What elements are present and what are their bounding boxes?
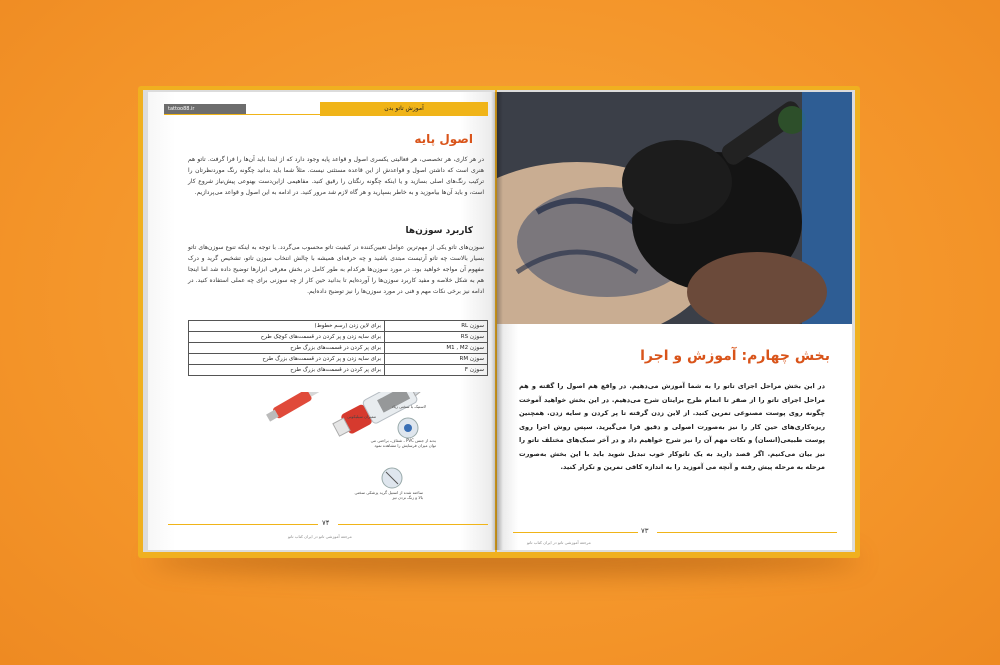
- footer-line-right: [657, 532, 837, 533]
- body-paragraph: در این بخش مراحل اجرای تاتو را به شما آموزش می‌دهیم. در واقع هم اصول را گفته و هم مراحل اجرای تاتو را از صفر تا اتمام طرح برایتان شرح می‌دهیم. در این بخش خواهید آموخت چگونه روی پوست مصنوعی تمرین کنید. از لاین زدن گرفته تا پر کردن و سایه زدن. همچنین ریزه‌کاری‌های حین کار را نیز به‌صورت اصولی و دقیق فرا می‌گیرید. سپس روش اجرا روی پوست طبیعی(انسان) و نکات مهم آن را نیز شرح خواهیم داد و در آخر سبک‌های مختلف تاتو را نیز بیان می‌کنیم. اگر قصد دارید به یک تاتوکار خوب تبدیل شوید باید با این بخش به‌صورت مرحله به مرحله پیش رفته و آنچه می آموزید را به اندازه کافی تمرین و تکرار کنید.: [519, 382, 825, 471]
- header-site: tattoo88.ir: [164, 104, 246, 114]
- header-line: [164, 114, 488, 115]
- right-page: [497, 92, 852, 550]
- table-row: [189, 343, 488, 354]
- table-row: [189, 332, 488, 343]
- table-cell-code: سوزن RL: [385, 321, 488, 332]
- footer-text: مرجعه آموزشی تاتو در ایران کتاب تاتو: [527, 540, 591, 545]
- table-cell-code: سوزن RS: [385, 332, 488, 343]
- book-spine-shadow: [491, 92, 503, 550]
- needles-paragraph: سوزن‌های تاتو یکی از مهم‌ترین عوامل تعیین‌کننده در کیفیت تاتو محسوب می‌گردد. با توجه به اینکه تنوع سوزن‌های تاتو بسیار بالاست چه تاتو آرتیست مبتدی باشید و چه حرفه‌ای همیشه با چالش انتخاب سوزن تاتو، تشخیص گرید و درک مفهوم آن مواجه خواهید بود. در مورد سوزن‌ها هرکدام به طور کامل در بخش معرفی ابزارها توضیح داده شد اما اینجا هم به شکل خلاصه و مفید کاربرد سوزن‌ها را آورده‌ایم تا بدانید حین کار از چه سوزنی برای چه عملی استفاده کنید. در ادامه نیز برخی نکات مهم و فنی در مورد سوزن‌ها را نیز توضیح داده‌ایم.: [188, 244, 484, 295]
- section-title: بخش چهارم: آموزش و اجرا: [640, 348, 830, 364]
- table-cell-use: برای پر کردن در قسمت‌های بزرگ طرح: [189, 343, 385, 354]
- table-cell-code: سوزن F: [385, 365, 488, 376]
- footer-line-right: [338, 524, 488, 525]
- table-cell-use: برای پر کردن در قسمت‌های بزرگ طرح: [189, 365, 385, 376]
- table-cell-code: سوزن RM: [385, 354, 488, 365]
- table-row: [189, 365, 488, 376]
- footer-line-left: [513, 532, 638, 533]
- intro-paragraph: در هر کاری، هر تخصصی، هر فعالیتی یکسری اصول و قواعد پایه وجود دارد که از ابتدا باید آن‌ها را فرا گرفت. تاتو هم هنری است که داشتن اصول و قواعدش از این قاعده مستثنی نیست. مثلاً شما باید بدانید چگونه رنگ موردنظرتان را ترکیب رنگ‌های اصلی بسازید و یا اینکه چگونه رنگتان را رقیق کنید. مفاهیمی ازاین‌دست بهنوعی پیش‌نیاز شروع کار است، و باید آن‌ها بیاموزید و به خاطر بسپارید و هر گاه لازم شد مرور کنید. در ادامه به این اصول و قواعد می‌پردازیم.: [188, 156, 484, 196]
- footer-text: مرجعه آموزشی تاتو در ایران کتاب تاتو: [288, 534, 352, 539]
- tattoo-artist-photo: [497, 92, 852, 324]
- table-row: [189, 354, 488, 365]
- table-row: [189, 321, 488, 332]
- caption-pvc: بدنه از جنس PVC ، شفاف، براحتی می توان میزان فرسایش را مشاهده نمود: [370, 438, 436, 448]
- caption-needle: ساخته شده از استیل گرید پزشکی سختی بالا و زنگ نزدن تیز: [354, 490, 423, 500]
- caption-tip: لاستیک با سختی زیاد: [391, 404, 426, 409]
- table-cell-use: برای سایه زدن و پر کردن در قسمت‌های کوچک طرح: [189, 332, 385, 343]
- table-cell-use: برای لاین زدن (رسم خطوط): [189, 321, 385, 332]
- section-title: اصول پایه: [414, 132, 473, 146]
- subsection-title: کاربرد سوزن‌ها: [405, 226, 473, 236]
- table-cell-use: برای سایه زدن و پر کردن در قسمت‌های بزرگ طرح: [189, 354, 385, 365]
- caption-membrane: ممبران سیلیکونی: [346, 414, 376, 419]
- photo-illustration: [497, 92, 852, 324]
- header-title: آموزش تاتو بدن: [320, 102, 488, 116]
- left-page: [148, 92, 495, 550]
- page-number: ۷۳: [641, 527, 649, 535]
- table-cell-code: سوزن M1 , M2: [385, 343, 488, 354]
- page-number: ۷۴: [322, 519, 330, 527]
- footer-line-left: [168, 524, 318, 525]
- needles-table: [188, 320, 488, 376]
